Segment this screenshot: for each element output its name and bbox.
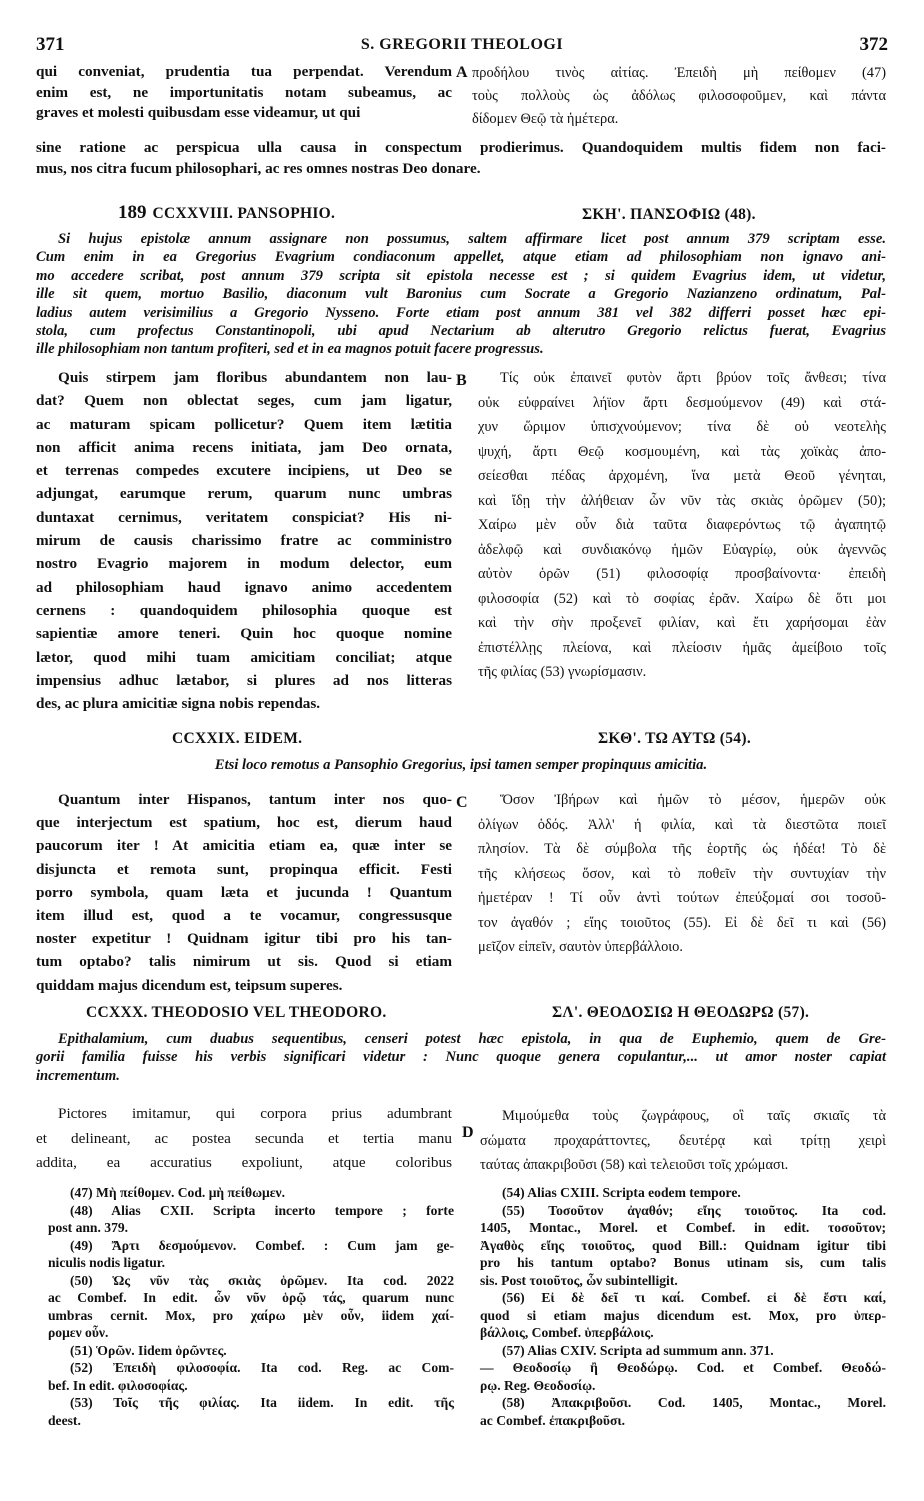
footnote-line: deest. xyxy=(48,1412,81,1428)
text-line: ad philosophiam haud ignavo animo accedentem xyxy=(36,578,452,596)
text-line: Quantum inter Hispanos, tantum inter nos quo- xyxy=(58,791,452,808)
text-line: et terrenas compedes excutere incipiens, ut Deo se xyxy=(36,462,452,480)
intro-line: Si hujus epistolæ annum assignare non possumus, saltem affirmare licet post annum 379 scriptam esse. xyxy=(58,231,886,247)
text-line: mus, nos citra fucum philosophari, ac res omnes nostras Deo donare. xyxy=(36,159,481,177)
text-line: ψυχή, ἄρτι Θεῷ κοσμουμένη, καὶ τὰς χοϊκὰς ἀπο- xyxy=(478,443,886,460)
text-line: cernens : quandoquidem philosophia quoque est xyxy=(36,601,452,619)
intro-line: gorii familia fuisse his verbis significari videtur : Nunc quoque genera copulantur,... ut amor noster capiat xyxy=(36,1049,886,1066)
text-line: τον ἀγαθόν ; εἴης τοιοῦτος (55). Εἰ δὲ δεῖ τι καὶ (56) xyxy=(478,914,886,931)
margin-mark-a: A xyxy=(456,64,468,81)
epistle-229-latin-title: CCXXIX. EIDEM. xyxy=(172,730,303,747)
text-line: μεῖζον εἰπεῖν, σαυτὸν ὑπερβάλλοιο. xyxy=(478,939,683,955)
epistle-229-subtitle: Etsi loco remotus a Pansophio Gregorius, ipsi tamen semper propinquus amicitia. xyxy=(214,757,708,773)
text-line: αὐτὸν ὁρῶν (51) φιλοσοφίᾳ προσβαίνοντα· ἐπειδὴ xyxy=(478,566,886,582)
text-line: quiddam majus dicendum est, teipsum superes. xyxy=(36,976,343,994)
text-line: addita, ea accuratius expoliunt, atque coloribus xyxy=(36,1154,452,1171)
running-header xyxy=(36,34,888,56)
footnote-line: (47) Μὴ πείθομεν. Cod. μὴ πείθωμεν. xyxy=(70,1185,286,1200)
epistle-228-intro xyxy=(36,230,886,359)
text-line: enim est, ne importunitatis notam subeamus, ac xyxy=(36,83,452,101)
top-latin-column xyxy=(36,62,452,124)
footnote-line: (55) Τοσοῦτον ἀγαθόν; εἴης τοιοῦτος. Ita cod. xyxy=(502,1202,886,1218)
footnote-line: (52) Ἐπειδὴ φιλοσοφία. Ita cod. Reg. ac Com- xyxy=(70,1360,454,1375)
top-greek-column xyxy=(472,62,886,131)
text-line: σείεσθαι πέδας ἀρχομένη, ἵνα μετὰ Θεοῦ γένηται, xyxy=(478,468,886,484)
text-line: nostro Evagrio majorem in modum delector, eum xyxy=(36,555,452,573)
epistle-228-greek-text xyxy=(478,366,886,685)
text-line: et delineant, ac postea secunda et tertia manu xyxy=(36,1129,452,1147)
text-line: καὶ ἴδῃ τὴν ἀλήθειαν ὧν νῦν τὰς σκιὰς ὁρῶμεν (50); xyxy=(478,492,886,509)
epistle-228-latin-heading xyxy=(118,202,458,224)
epistle-230-greek-title: ΣΛ'. ΘΕΟΔΟΣΙΩ Η ΘΕΟΔΩΡΩ (57). xyxy=(552,1004,810,1021)
margin-mark-b: B xyxy=(456,372,467,389)
text-line: paucorum iter ! At amicitia etiam ea, quæ inter se xyxy=(36,837,452,855)
footnote-line: (51) Ὁρῶν. Iidem ὁρῶντες. xyxy=(70,1342,227,1358)
footnotes-left xyxy=(48,1184,454,1429)
footnote-line: βάλλοις, Combef. ὑπερβάλοις. xyxy=(480,1325,654,1340)
footnote-line: Ἀγαθὸς εἴης τοιοῦτος, quod Bill.: Quidnam igitur tibi xyxy=(480,1237,886,1253)
text-line: ἡμετέραν ! Τί οὖν ἀντὶ τούτων ἐπεύξομαί σοι τοσοῦ- xyxy=(478,890,886,906)
text-line: Χαίρω μὲν οὖν διὰ ταῦτα διαφερόντως τῷ ἀγαπητῷ xyxy=(478,517,886,533)
text-line: πλησίον. Τὰ δὲ σύμβολα τῆς ἑορτῆς ὡς ἡδέα! Τὸ δὲ xyxy=(478,841,886,857)
text-line: ὀλίγων ὁδός. Ἀλλ' ἡ φιλία, καὶ τὰ διεστῶτα ποιεῖ xyxy=(478,816,886,833)
footnote-line: post ann. 379. xyxy=(48,1220,129,1235)
epistle-229-greek-text xyxy=(478,788,886,960)
text-line: καὶ τὴν σὴν προξενεῖ φιλίαν, καὶ ἔτι χαρήσομαι ἐὰν xyxy=(478,615,886,631)
left-page-number: 371 xyxy=(36,34,65,55)
intro-line: incrementum. xyxy=(36,1067,120,1084)
text-line: ἐπιστέλλῃς πλείονα, καὶ πλείοσιν ἡμᾶς ἀμείβοιο τοῖς xyxy=(478,639,886,656)
footnote-line: (53) Τοῖς τῆς φιλίας. Ita iidem. In edit. τῆς xyxy=(70,1395,454,1410)
top-full-width-text xyxy=(36,138,886,179)
text-line: noster expetitur ! Quidnam igitur tibi pro his tan- xyxy=(36,930,452,948)
intro-line: Epithalamium, cum duabus sequentibus, censeri potest hæc epistola, in qua de Euphemio, quem de Gre- xyxy=(58,1031,886,1047)
footnotes-right xyxy=(480,1184,886,1429)
text-line: προδήλου τινὸς αἰτίας. Ἐπειδὴ μὴ πείθομεν (47) xyxy=(472,65,886,81)
text-line: τοὺς πολλοὺς ὡς ἀδόλως φιλοσοφοῦμεν, καὶ πάντα xyxy=(472,88,886,104)
text-line: sapientiæ amore teneri. Quin hoc quoque nomine xyxy=(36,625,452,643)
text-line: qui conveniat, prudentia tua perpendat. Verendum xyxy=(36,63,452,80)
intro-line: Cum enim in ea Gregorius Evagrium condiaconum appellet, atque etiam ad philosophiam non ignavo ani- xyxy=(36,249,886,266)
text-line: non afficit anima recens initiata, jam Deo ornata, xyxy=(36,438,452,456)
text-line: τῆς κλήσεως ὅσον, καὶ τὸ ποθεῖν τὴν συντυχίαν τὴν xyxy=(478,865,886,882)
running-title: S. GREGORII THEOLOGI xyxy=(360,36,564,53)
epistle-230-latin-title: CCXXX. THEODOSIO VEL THEODORO. xyxy=(86,1004,387,1021)
footnote-line: umbras cernit. Mox, pro χαίρω μὲν οὖν, iidem χαί- xyxy=(48,1307,454,1323)
epistle-229-greek-title: ΣΚΘ'. ΤΩ ΑΥΤΩ (54). xyxy=(598,730,751,747)
footnote-line: (54) Alias CXIII. Scripta eodem tempore. xyxy=(502,1185,741,1200)
text-line: τῆς φιλίας (53) γνωρίσμασιν. xyxy=(478,664,647,680)
footnote-line: (50) Ὡς νῦν τὰς σκιὰς ὁρῶμεν. Ita cod. 2022 xyxy=(70,1272,454,1288)
footnote-line: ρῳ. Reg. Θεοδοσίῳ. xyxy=(480,1377,596,1393)
intro-line: ille philosophiam non tantum profiteri, sed et in ea magnos potuit facere progressus. xyxy=(36,341,544,358)
text-line: que interjectum est spatium, hoc est, dierum haud xyxy=(36,814,452,832)
text-line: Pictores imitamur, qui corpora prius adumbrant xyxy=(58,1105,452,1122)
text-line: οὐκ εὐφραίνει λήϊον ἄρτι δεσμούμενον (49) καὶ στά- xyxy=(478,394,886,411)
footnote-line: pro his tantum optabo? Bonus utinam sis, cum talis xyxy=(480,1255,886,1270)
text-line: duntaxat cernimus, veritatem conspiciat? His ni- xyxy=(36,508,452,526)
text-line: Quis stirpem jam floribus abundantem non lau- xyxy=(58,369,452,386)
text-line: sine ratione ac perspicua ulla causa in conspectum prodierimus. Quandoquidem multis fidem non faci- xyxy=(36,139,886,156)
text-line: dat? Quem non oblectat seges, cum jam ligatur, xyxy=(36,392,452,410)
text-line: mirum de causis charissimo fratre ac comministro xyxy=(36,532,452,550)
footnote-line: ρομεν οὖν. xyxy=(48,1325,109,1340)
text-line: ac maturam spicam pollicetur? Quem item lætitia xyxy=(36,415,452,433)
text-line: Ὅσον Ἰβήρων καὶ ἡμῶν τὸ μέσον, ἡμερῶν οὐκ xyxy=(500,792,886,808)
text-line: item illud est, quod a te vocamur, congressusque xyxy=(36,907,452,925)
intro-line: ille sit quem, mortuo Basilio, diaconum vult Baronius cum Socrate a Gregorio Nazianzeno ordinatum, Pal- xyxy=(36,286,886,303)
epistle-228-latin-text xyxy=(36,366,452,715)
right-page-number: 372 xyxy=(859,34,888,55)
margin-mark-c: C xyxy=(456,794,468,811)
text-line: ἀδελφῷ καὶ συνδιακόνῳ ἡμῶν Εὐαγρίῳ, οὐκ ἀγεννῶς xyxy=(478,541,886,558)
text-line: graves et molesti quibusdam esse videamur, ut qui xyxy=(36,104,361,121)
epistle-number: 189 xyxy=(118,202,147,223)
footnote-line: (58) Ἀπακριβοῦσι. Cod. 1405, Montac., Morel. xyxy=(502,1395,886,1410)
footnote-line: quod si etiam majus dicendum est. Mox, pro ὑπερ- xyxy=(480,1307,886,1323)
footnote-line: niculis nodis ligatur. xyxy=(48,1255,165,1270)
text-line: ταύτας ἀπακριβοῦσι (58) καὶ τελειοῦσι τοῖς χρώμασι. xyxy=(480,1157,789,1173)
intro-line: ladius autem verisimilius a Gregorio Nysseno. Forte etiam post annum 381 vel 382 differri posset hæc epi- xyxy=(36,304,886,321)
epistle-230-intro xyxy=(36,1030,886,1085)
margin-mark-d: D xyxy=(462,1124,474,1141)
text-line: χυν ὥριμον ὑπισχνούμενον; τίνα δὲ οὐ νεοτελὴς xyxy=(478,419,886,435)
text-line: adjungat, earumque rerum, quarum nunc umbras xyxy=(36,485,452,503)
text-line: des, ac plura amicitiæ signa nobis rependas. xyxy=(36,695,321,713)
epistle-latin-title: CCXXVIII. PANSOPHIO. xyxy=(152,205,336,222)
text-line: tum optabo? talis nimirum ut sis. Quod si etiam xyxy=(36,953,452,971)
footnote-line: (57) Alias CXIV. Scripta ad summum ann. 371. xyxy=(502,1342,774,1358)
footnote-line: ac Combef. In edit. ὧν νῦν ὁρῷ τάς, quarum nunc xyxy=(48,1290,454,1305)
epistle-230-greek-text xyxy=(480,1104,886,1178)
intro-line: stola, cum profectus Constantinopoli, ubi apud Nectarium ab alterutro Gregorio relictus fuerat, Evagrius xyxy=(36,323,886,340)
footnote-line: — Θεοδοσίῳ ἢ Θεοδώρῳ. Cod. et Combef. Θεοδώ- xyxy=(480,1360,886,1375)
footnote-line: ac Combef. ἐπακριβοῦσι. xyxy=(480,1412,625,1428)
intro-line: mo accedere scribat, post annum 379 scripta sit epistola necesse est ; si quidem Evagrius idem, ut videtur, xyxy=(36,267,886,284)
footnote-line: (49) Ἄρτι δεσμούμενον. Combef. : Cum jam ge- xyxy=(70,1237,454,1253)
text-line: Τίς οὐκ ἐπαινεῖ φυτὸν ἄρτι βρύον τοῖς ἄνθεσι; τίνα xyxy=(500,370,886,386)
text-line: σώματα προχαράττοντες, δευτέρᾳ καὶ τρίτῃ χειρὶ xyxy=(480,1132,886,1149)
footnote-line: bef. In edit. φιλοσοφίας. xyxy=(48,1377,188,1393)
footnote-line: (56) Εἰ δὲ δεῖ τι καί. Combef. εἰ δὲ ἔστι καί, xyxy=(502,1290,886,1305)
text-line: porro symbola, quam læta et jucunda ! Quantum xyxy=(36,883,452,901)
text-line: impensius adhuc lætabor, si plures ad nos litteras xyxy=(36,671,452,689)
epistle-229-latin-text xyxy=(36,788,452,997)
text-line: δίδομεν Θεῷ τὰ ἡμέτερα. xyxy=(472,111,619,127)
text-line: Μιμούμεθα τοὺς ζωγράφους, οἳ ταῖς σκιαῖς τὰ xyxy=(502,1108,886,1124)
epistle-230-latin-text xyxy=(36,1102,452,1176)
epistle-228-greek-title: ΣΚΗ'. ΠΑΝΣΟΦΙΩ (48). xyxy=(582,206,756,223)
text-line: φιλοσοφία (52) καὶ τὸ σοφίας ἐρᾶν. Χαίρω δὲ ὅτι μοι xyxy=(478,590,886,607)
text-line: disjuncta et remota sunt, propinqua efficit. Festi xyxy=(36,860,452,878)
footnote-line: 1405, Montac., Morel. et Combef. in edit. τοσοῦτον; xyxy=(480,1220,886,1235)
text-line: lætor, quod mihi tuam amicitiam conciliat; atque xyxy=(36,648,452,666)
footnote-line: (48) Alias CXII. Scripta incerto tempore ; forte xyxy=(70,1202,454,1218)
footnote-line: sis. Post τοιοῦτος, ὧν subintelligit. xyxy=(480,1272,678,1288)
